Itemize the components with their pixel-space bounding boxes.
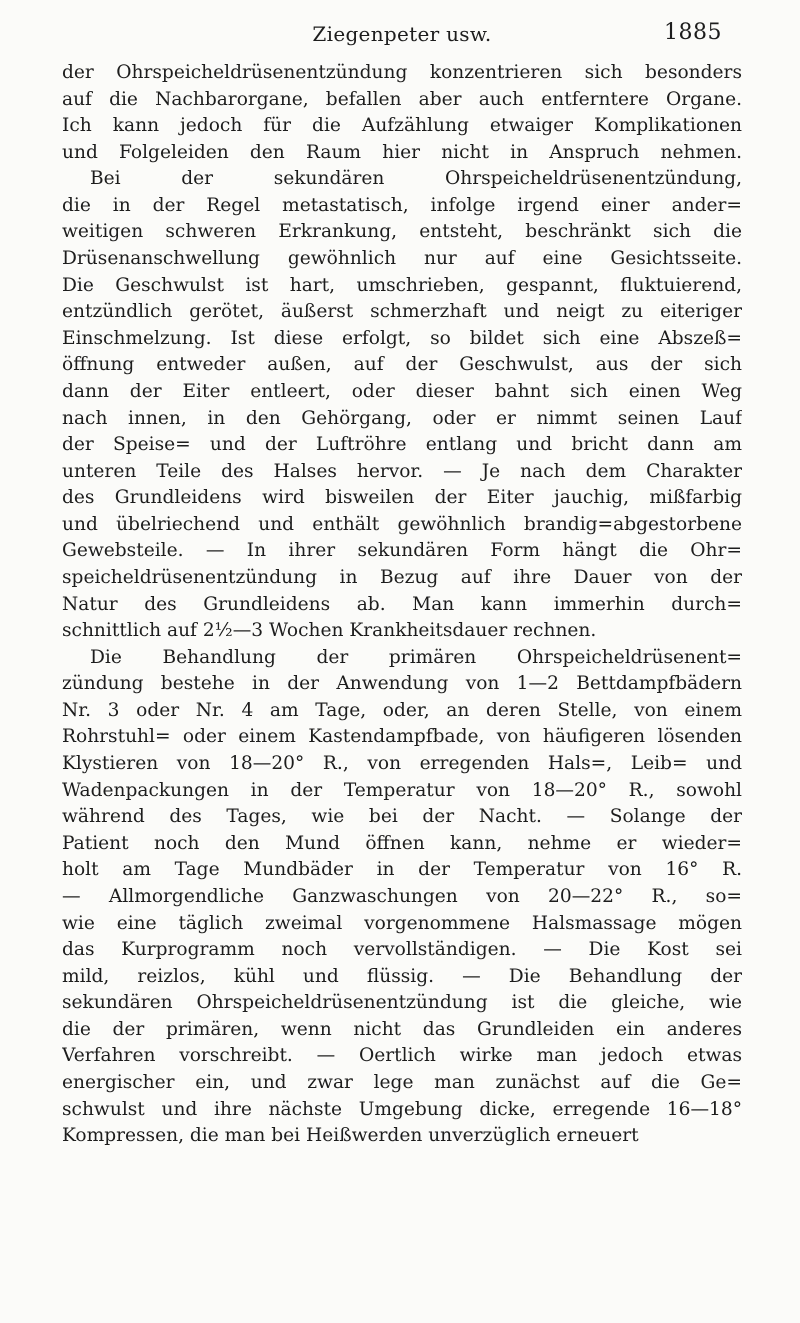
text-line: Klystieren von 18—20° R., von erregenden Hals=, Leib= und (62, 753, 742, 775)
text-line: Kompressen, die man bei Heißwerden unverzüglich erneuert (62, 1125, 639, 1147)
text-line: — Allmorgendliche Ganzwaschungen von 20—22° R., so= (62, 885, 742, 907)
text-line: holt am Tage Mundbäder in der Temperatur von 16° R. (62, 859, 742, 881)
text-line: Ich kann jedoch für die Aufzählung etwaiger Komplikationen (62, 115, 742, 137)
text-line: Die Behandlung der primären Ohrspeicheldrüsenent= (90, 646, 742, 668)
text-line: schwulst und ihre nächste Umgebung dicke, erregende 16—18° (62, 1098, 742, 1120)
text-line: unteren Teile des Halses hervor. — Je nach dem Charakter (62, 460, 742, 482)
text-line: Einschmelzung. Ist diese erfolgt, so bildet sich eine Abszeß= (62, 327, 742, 349)
text-line: speicheldrüsenentzündung in Bezug auf ihre Dauer von der (62, 566, 742, 588)
page-number: 1885 (664, 20, 722, 45)
text-line: des Grundleidens wird bisweilen der Eiter jauchig, mißfarbig (62, 487, 742, 509)
text-line: die der primären, wenn nicht das Grundleiden ein anderes (62, 1018, 742, 1040)
text-line: mild, reizlos, kühl und flüssig. — Die Behandlung der (62, 965, 742, 987)
text-line: Bei der sekundären Ohrspeicheldrüsenentzündung, (90, 168, 742, 190)
text-line: Nr. 3 oder Nr. 4 am Tage, oder, an deren Stelle, von einem (62, 699, 742, 721)
text-line: Die Geschwulst ist hart, umschrieben, gespannt, fluktuierend, (62, 274, 742, 296)
text-line: und Folgeleiden den Raum hier nicht in Anspruch nehmen. (62, 141, 742, 163)
text-line: entzündlich gerötet, äußerst schmerzhaft und neigt zu eiteriger (62, 301, 742, 323)
text-line: die in der Regel metastatisch, infolge irgend einer ander= (62, 194, 742, 216)
text-line: energischer ein, und zwar lege man zunächst auf die Ge= (62, 1071, 742, 1093)
text-line: Verfahren vorschreibt. — Oertlich wirke man jedoch etwas (62, 1045, 742, 1067)
text-line: weitigen schweren Erkrankung, entsteht, beschränkt sich die (62, 221, 742, 243)
text-line: Patient noch den Mund öffnen kann, nehme er wieder= (62, 832, 742, 854)
text-line: Wadenpackungen in der Temperatur von 18—20° R., sowohl (62, 779, 742, 801)
text-line: während des Tages, wie bei der Nacht. — Solange der (62, 806, 742, 828)
running-header (62, 0, 742, 60)
text-line: Drüsenanschwellung gewöhnlich nur auf eine Gesichtsseite. (62, 248, 742, 270)
text-line: dann der Eiter entleert, oder dieser bahnt sich einen Weg (62, 380, 742, 402)
body-text (62, 60, 742, 1150)
text-line: nach innen, in den Gehörgang, oder er nimmt seinen Lauf (62, 407, 742, 429)
book-page (62, 0, 742, 1147)
text-line: das Kurprogramm noch vervollständigen. — Die Kost sei (62, 939, 742, 961)
text-line: der Speise= und der Luftröhre entlang und bricht dann am (62, 434, 742, 456)
text-line: sekundären Ohrspeicheldrüsenentzündung ist die gleiche, wie (62, 992, 742, 1014)
text-line: der Ohrspeicheldrüsenentzündung konzentrieren sich besonders (62, 62, 742, 83)
text-line: Natur des Grundleidens ab. Man kann immerhin durch= (62, 593, 742, 615)
text-line: Rohrstuhl= oder einem Kastendampfbade, von häufigeren lösenden (62, 726, 742, 748)
text-line: Gewebsteile. — In ihrer sekundären Form hängt die Ohr= (62, 540, 742, 562)
running-title: Ziegenpeter usw. (312, 22, 492, 46)
text-line: zündung bestehe in der Anwendung von 1—2 Bettdampfbädern (62, 673, 742, 695)
text-line: schnittlich auf 2½—3 Wochen Krankheitsdauer rechnen. (62, 620, 597, 642)
text-line: und übelriechend und enthält gewöhnlich brandig=abgestorbene (62, 513, 742, 535)
text-line: auf die Nachbarorgane, befallen aber auch entferntere Organe. (62, 88, 742, 110)
text-line: öffnung entweder außen, auf der Geschwulst, aus der sich (62, 354, 742, 376)
text-line: wie eine täglich zweimal vorgenommene Halsmassage mögen (62, 912, 742, 934)
